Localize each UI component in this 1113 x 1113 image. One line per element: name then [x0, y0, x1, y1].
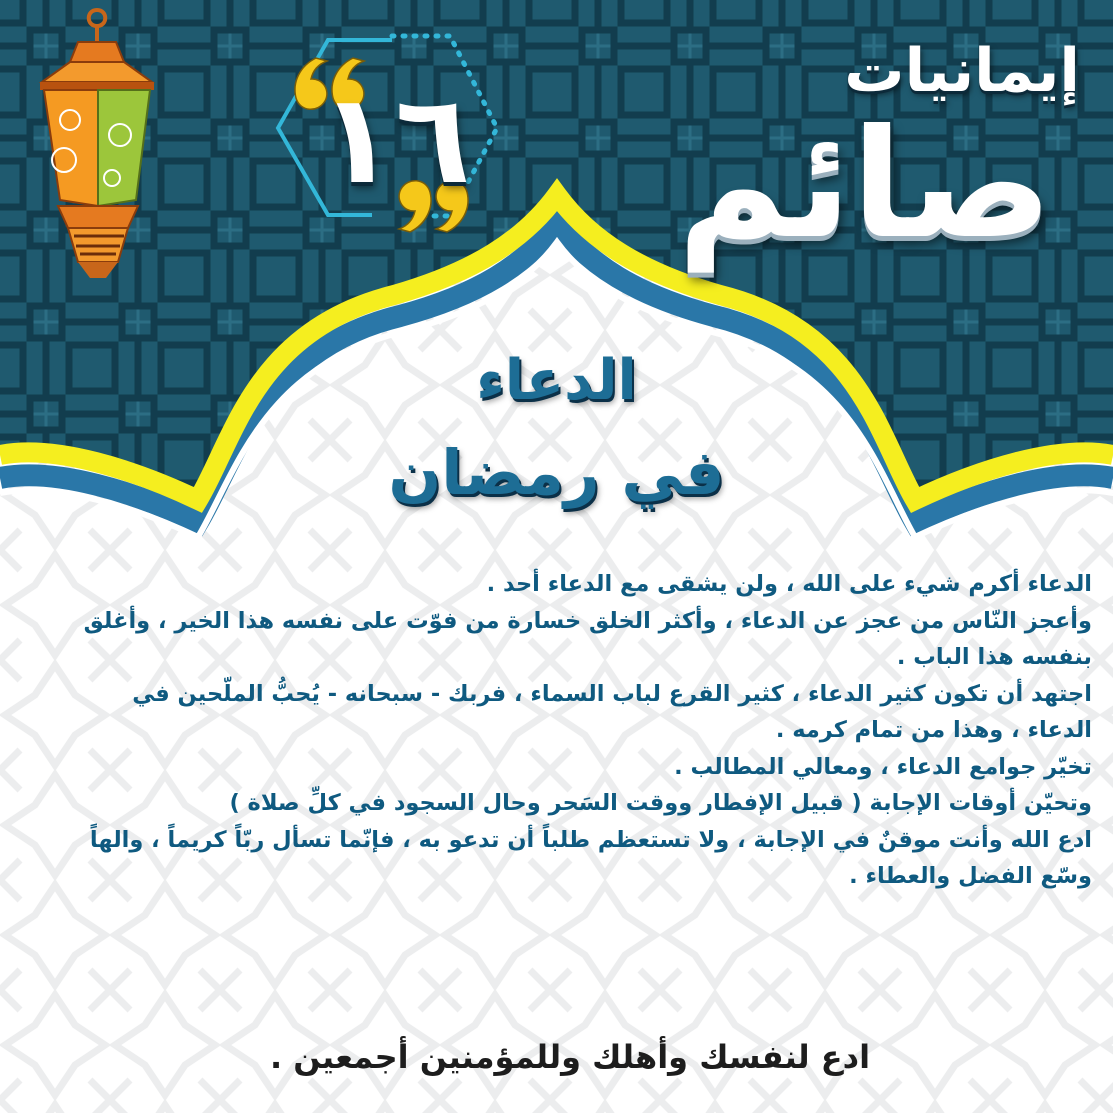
headline-line-2: في رمضان: [388, 436, 725, 509]
body-line: اجتهد أن تكون كثير الدعاء ، كثير القرع لباب السماء ، فربك - سبحانه - يُحبُّ الملّحين في: [132, 680, 1092, 707]
body-line: ادع الله وأنت موقنٌ في الإجابة ، ولا تستعظم طلباً أن تدعو به ، فإنّما تسأل ربّاً كريماً ، والهاً: [89, 826, 1092, 853]
body-text: [66, 566, 1092, 895]
body-line: الدعاء ، وهذا من تمام كرمه .: [775, 717, 1092, 743]
series-title: إيمانيات: [844, 36, 1080, 106]
body-line: وأعجز النّاس من عجز عن الدعاء ، وأكثر الخلق خسارة من فوّت على نفسه هذا الخير ، وأغلق: [83, 607, 1092, 634]
body-line: الدعاء أكرم شيء على الله ، ولن يشقى مع الدعاء أحد .: [486, 571, 1092, 597]
body-line: بنفسه هذا الباب .: [896, 644, 1092, 670]
episode-number: ١٦: [319, 68, 471, 212]
headline-line-1: الدعاء: [476, 348, 637, 413]
body-line: تخيّر جوامع الدعاء ، ومعالي المطالب .: [674, 753, 1092, 780]
body-line: وتحيّن أوقات الإجابة ( قبيل الإفطار ووقت السَحر وحال السجود في كلِّ صلاة ): [229, 790, 1092, 816]
closing-line: ادع لنفسك وأهلك وللمؤمنين أجمعين .: [269, 1038, 871, 1076]
brand-word: صائم: [677, 98, 1053, 272]
body-line: وسّع الفضل والعطاء .: [849, 863, 1092, 889]
